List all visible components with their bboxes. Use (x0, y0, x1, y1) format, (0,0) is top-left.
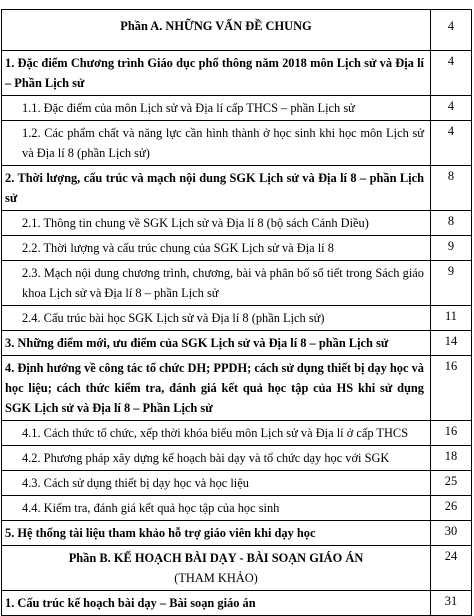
toc-row (2, 51, 472, 96)
toc-row (2, 356, 472, 421)
toc-row (2, 546, 472, 591)
toc-row (2, 166, 472, 211)
toc-page-number: 4 (431, 10, 472, 51)
toc-entry-title: 2.4. Cấu trúc bài học SGK Lịch sử và Địa lí 8 (phần Lịch sử) (2, 306, 431, 331)
toc-entry-title: 3. Những điểm mới, ưu điểm của SGK Lịch sử và Địa lí 8 – phần Lịch sử (2, 331, 431, 356)
toc-page-number: 16 (431, 356, 472, 421)
toc-page-number: 4 (431, 96, 472, 121)
toc-entry-title: 1. Đặc điểm Chương trình Giáo dục phổ thông năm 2018 môn Lịch sử và Địa lí – Phần Lịch sử (2, 51, 431, 96)
toc-page-number: 18 (431, 446, 472, 471)
toc-entry-title: 4.4. Kiểm tra, đánh giá kết quả học tập của học sinh (2, 496, 431, 521)
toc-entry-title: 4.3. Cách sử dụng thiết bị dạy học và học liệu (2, 471, 431, 496)
section-subtitle: (THAM KHẢO) (174, 571, 258, 585)
toc-page-number: 31 (431, 591, 472, 616)
toc-page-number: 9 (431, 261, 472, 306)
toc-row (2, 471, 472, 496)
section-title: Phần B. KẾ HOẠCH BÀI DẠY - BÀI SOẠN GIÁO ÁN (68, 551, 364, 565)
toc-page-number: 16 (431, 421, 472, 446)
toc-entry-title: 2.2. Thời lượng và cấu trúc chung của SGK Lịch sử và Địa lí 8 (2, 236, 431, 261)
toc-page-number: 26 (431, 496, 472, 521)
toc-entry-title: 2. Thời lượng, cấu trúc và mạch nội dung SGK Lịch sử và Địa lí 8 – phần Lịch sử (2, 166, 431, 211)
toc-page-number: 4 (431, 51, 472, 96)
toc-row (2, 10, 472, 51)
toc-entry-title: 2.1. Thông tin chung về SGK Lịch sử và Địa lí 8 (bộ sách Cánh Diều) (2, 211, 431, 236)
toc-row (2, 261, 472, 306)
toc-page-number: 8 (431, 166, 472, 211)
toc-entry-title: 5. Hệ thống tài liệu tham khảo hỗ trợ giáo viên khi dạy học (2, 521, 431, 546)
section-title: Phần A. NHỮNG VẤN ĐỀ CHUNG (120, 19, 312, 33)
toc-entry-title: 4.2. Phương pháp xây dựng kế hoạch bài dạy và tổ chức dạy học với SGK (2, 446, 431, 471)
table-of-contents (1, 9, 472, 616)
toc-row (2, 306, 472, 331)
toc-page-number: 4 (431, 121, 472, 166)
toc-row (2, 591, 472, 616)
toc-row (2, 211, 472, 236)
toc-page-number: 11 (431, 306, 472, 331)
toc-row (2, 446, 472, 471)
toc-page-number: 30 (431, 521, 472, 546)
toc-row (2, 96, 472, 121)
toc-page-number: 25 (431, 471, 472, 496)
toc-row (2, 521, 472, 546)
toc-row (2, 331, 472, 356)
toc-entry-title: 1.2. Các phẩm chất và năng lực cần hình thành ở học sinh khi học môn Lịch sử và Địa lí 8 (phần Lịch sử) (2, 121, 431, 166)
toc-row (2, 496, 472, 521)
toc-page-number: 8 (431, 211, 472, 236)
toc-page-number: 14 (431, 331, 472, 356)
toc-row (2, 236, 472, 261)
toc-entry-title (2, 546, 431, 591)
toc-entry-title: 2.3. Mạch nội dung chương trình, chương, bài và phân bổ số tiết trong Sách giáo khoa Lịch sử và Địa lí 8 – phần Lịch sử (2, 261, 431, 306)
toc-entry-title: 1.1. Đặc điểm của môn Lịch sử và Địa lí cấp THCS – phần Lịch sử (2, 96, 431, 121)
toc-row (2, 121, 472, 166)
toc-page-number: 24 (431, 546, 472, 591)
toc-entry-title (2, 10, 431, 51)
toc-entry-title: 1. Cấu trúc kế hoạch bài dạy – Bài soạn giáo án (2, 591, 431, 616)
toc-entry-title: 4. Định hướng về công tác tổ chức DH; PPDH; cách sử dụng thiết bị dạy học và học liệu; cách thức kiểm tra, đánh giá kết quả học tập của HS khi sử dụng SGK Lịch sử và Địa lí 8 – Phần Lịch sử (2, 356, 431, 421)
toc-page-number: 9 (431, 236, 472, 261)
toc-entry-title: 4.1. Cách thức tổ chức, xếp thời khóa biểu môn Lịch sử và Địa lí ở cấp THCS (2, 421, 431, 446)
toc-row (2, 421, 472, 446)
